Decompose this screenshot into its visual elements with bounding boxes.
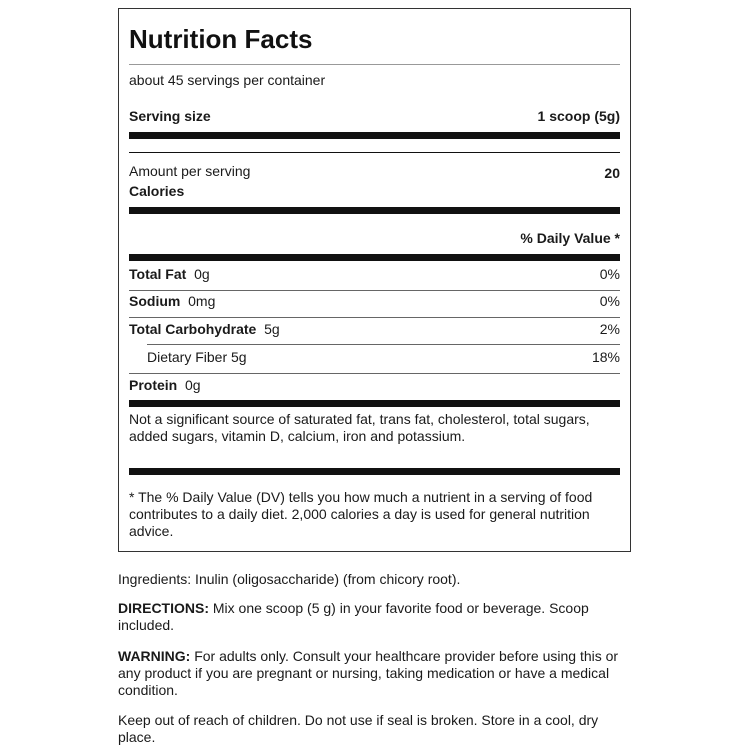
nutrient-row-total-fat: [129, 266, 210, 283]
storage-text: Keep out of reach of children. Do not use if seal is broken. Store in a cool, dry place.: [118, 712, 599, 745]
amount-per-serving: Amount per serving: [129, 163, 251, 179]
thick-divider-dv: [129, 254, 620, 261]
thick-divider-footnote: [129, 468, 620, 475]
nutrient-row-total-carbohydrate: [129, 321, 280, 338]
nutrient-row-dietary-fiber: Dietary Fiber 5g: [147, 349, 247, 365]
daily-value-footnote: * The % Daily Value (DV) tells you how much a nutrient in a serving of food contributes to a daily diet. 2,000 calories a day is used for general nutrition advice.: [129, 489, 593, 539]
nutrient-name: Protein: [129, 377, 178, 393]
row-divider: [129, 290, 620, 291]
directions-label: DIRECTIONS:: [118, 600, 209, 616]
thick-divider-protein: [129, 400, 620, 407]
warning-text: [118, 648, 638, 699]
row-divider: [129, 373, 620, 374]
serving-size-value: 1 scoop (5g): [537, 108, 620, 124]
nutrient-dv-sodium: 0%: [599, 293, 620, 309]
serving-size-label: Serving size: [129, 108, 211, 124]
nutrient-dv-total-fat: 0%: [599, 266, 620, 282]
calories-label: Calories: [129, 183, 185, 199]
directions-body: Mix one scoop (5 g) in your favorite food or beverage. Scoop included.: [118, 600, 589, 633]
calories-value: 20: [604, 165, 620, 181]
thick-divider-serving: [129, 132, 620, 139]
nutrient-amount: 0g: [185, 377, 201, 393]
nutrition-facts-panel: [118, 8, 631, 552]
nutrient-row-protein: [129, 377, 201, 394]
warning-label: WARNING:: [118, 648, 191, 664]
row-divider: [147, 344, 620, 345]
nutrient-amount: 5g: [264, 321, 280, 337]
warning-body: For adults only. Consult your healthcare provider before using this or any product if you are pregnant or nursing, taking medication or have a medical condition.: [118, 648, 619, 698]
thick-divider-calories: [129, 207, 620, 214]
nutrient-name: Total Carbohydrate: [129, 321, 257, 337]
thin-divider-amount: [129, 152, 620, 153]
ingredients-text: Ingredients: Inulin (oligosaccharide) (from chicory root).: [118, 571, 461, 587]
nutrient-amount: 0g: [194, 266, 210, 282]
not-significant-statement: Not a significant source of saturated fat, trans fat, cholesterol, total sugars, added sugars, vitamin D, calcium, iron and potassium.: [129, 411, 590, 444]
nutrient-dv-total-carbohydrate: 2%: [599, 321, 620, 337]
nutrient-amount: 0mg: [188, 293, 216, 309]
nutrition-facts-title: Nutrition Facts: [129, 24, 313, 54]
nutrient-row-sodium: [129, 293, 215, 310]
daily-value-header: % Daily Value *: [520, 230, 620, 246]
nutrient-name: Sodium: [129, 293, 181, 309]
nutrient-dv-dietary-fiber: 18%: [591, 349, 620, 365]
title-divider: [129, 64, 620, 65]
nutrient-name: Total Fat: [129, 266, 187, 282]
servings-per-container: about 45 servings per container: [129, 72, 326, 88]
row-divider: [129, 317, 620, 318]
directions-text: [118, 600, 638, 634]
